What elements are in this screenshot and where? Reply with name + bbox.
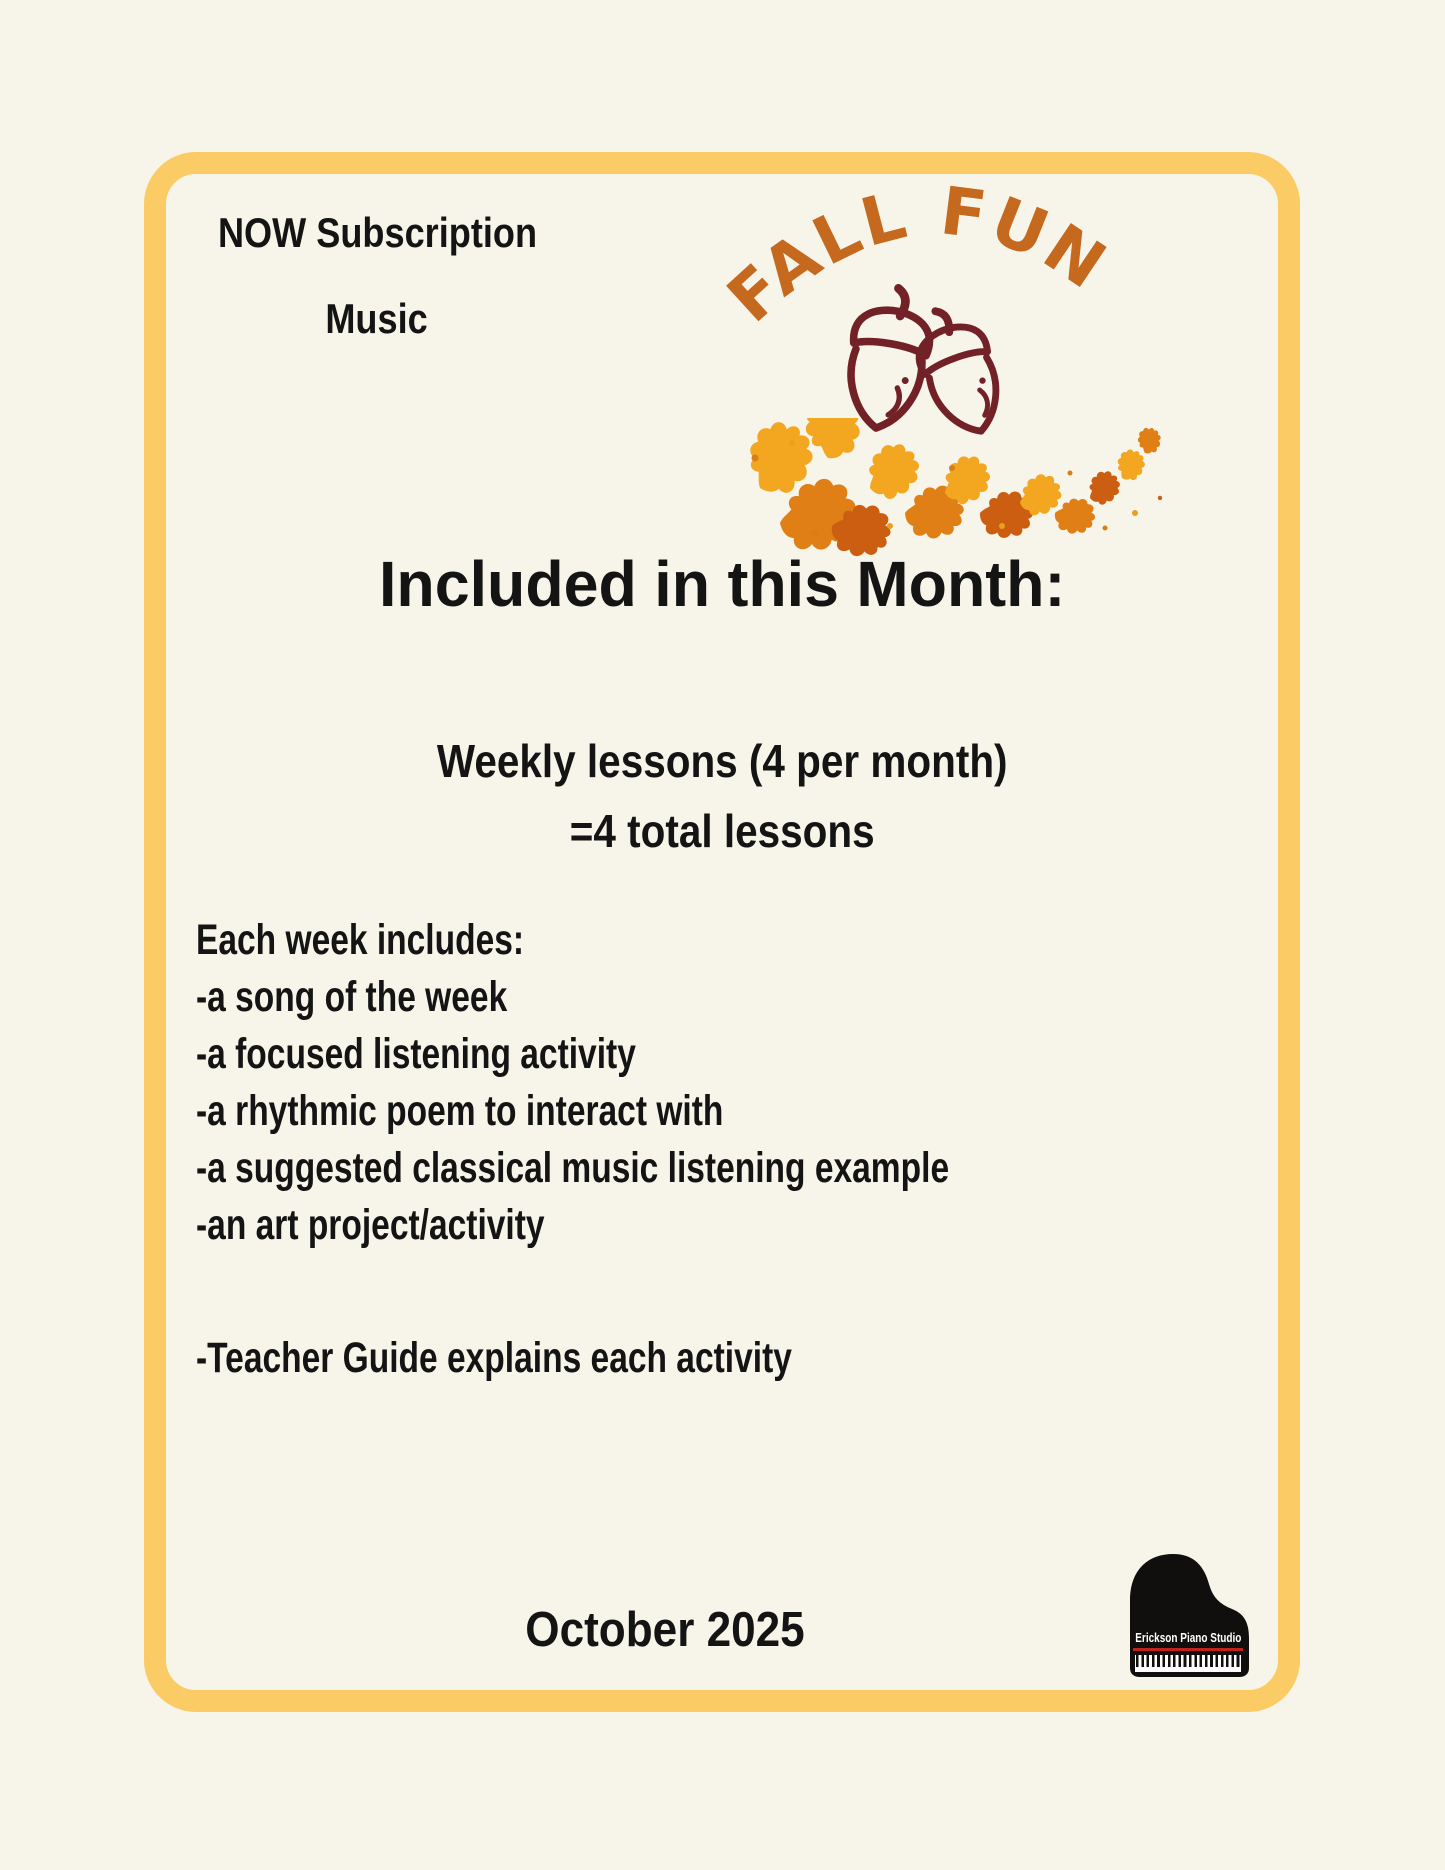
brand-line-2: Music <box>325 295 429 342</box>
list-item: -a song of the week <box>196 973 508 1021</box>
page-title: Included in this Month: <box>378 548 1066 620</box>
list-intro: Each week includes: <box>196 916 525 964</box>
list-item: -a rhythmic poem to interact with <box>196 1087 724 1135</box>
list-item: -a focused listening activity <box>196 1030 636 1078</box>
summary-line-2: =4 total lessons <box>569 805 875 857</box>
brand-line-1: NOW Subscription <box>217 209 537 256</box>
autumn-leaves-icon <box>740 418 1170 558</box>
studio-logo <box>1118 1540 1258 1680</box>
brand-block <box>180 190 574 362</box>
lessons-summary <box>162 726 1282 866</box>
logo-accent-line <box>1133 1648 1243 1651</box>
fall-fun-text: FALL FUN <box>712 172 1122 338</box>
list-item: -an art project/activity <box>196 1201 545 1249</box>
studio-name: Erickson Piano Studio <box>1134 1631 1242 1645</box>
weekly-includes-list <box>196 912 1196 1254</box>
month-label: October 2025 <box>525 1603 805 1657</box>
piano-keys-icon <box>1133 1653 1243 1674</box>
list-item: -a suggested classical music listening example <box>196 1144 950 1192</box>
teacher-guide-note: -Teacher Guide explains each activity <box>196 1334 792 1382</box>
summary-line-1: Weekly lessons (4 per month) <box>436 735 1008 787</box>
